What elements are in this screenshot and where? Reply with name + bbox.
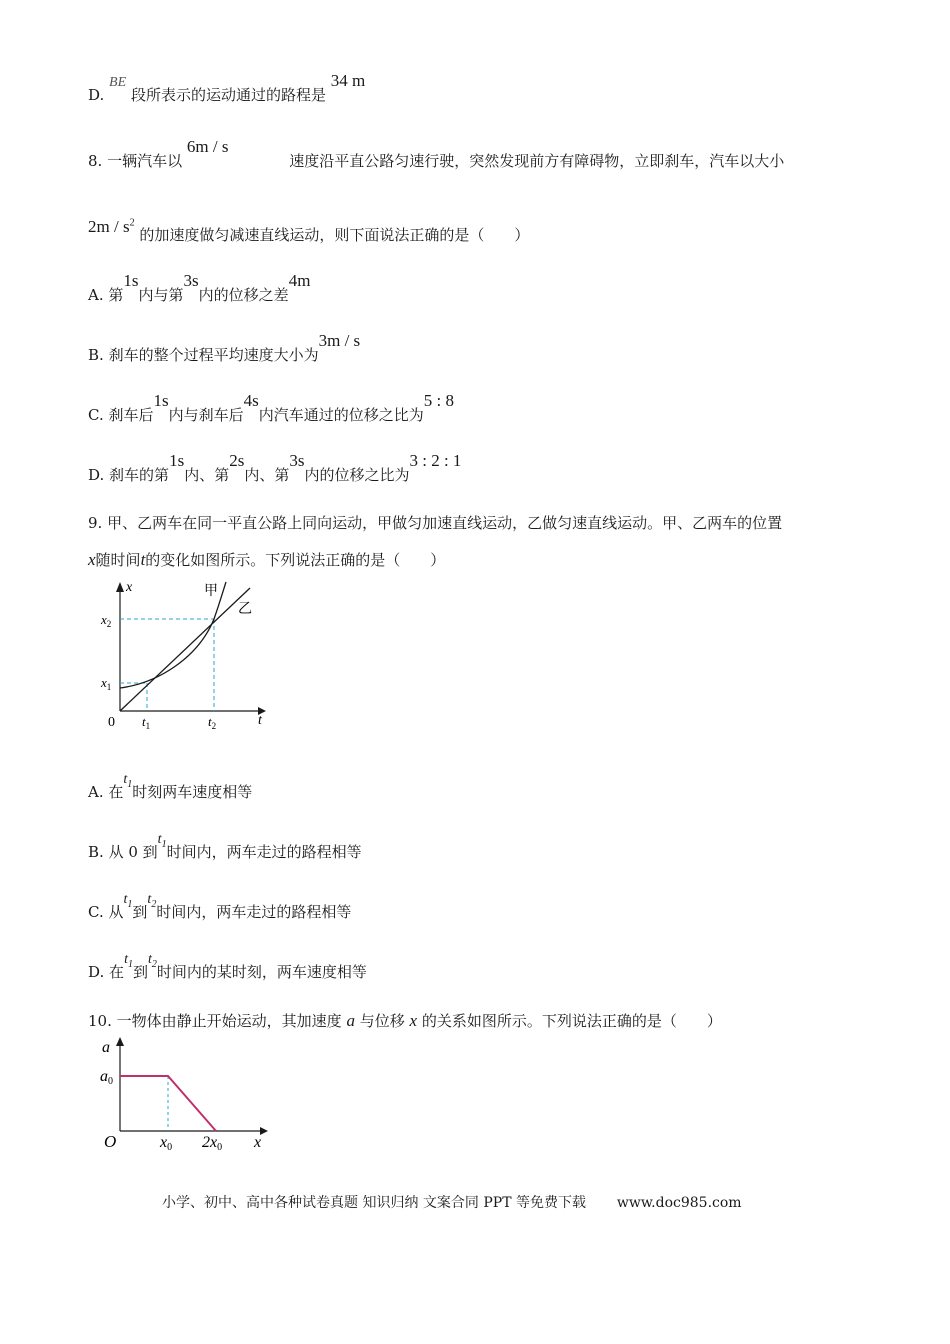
q10-stem: 10. 一物体由静止开始运动，其加速度 a 与位移 x 的关系如图所示。下列说法正确的是（ ）: [88, 1011, 722, 1030]
origin-label: 0: [108, 715, 115, 730]
a-axis-label: a: [102, 1039, 110, 1056]
yi-label: 乙: [238, 602, 252, 617]
q8-option-c: C. 刹车后1s内与刹车后4s内汽车通过的位移之比为5 : 8: [88, 391, 455, 424]
q8-option-d: D. 刹车的第1s内、第2s内、第3s内的位移之比为3 : 2 : 1: [88, 451, 462, 484]
footer-url[interactable]: www.doc985.com: [616, 1195, 742, 1211]
q7-option-d: D. BE 段所表示的运动通过的路程是 34 m: [88, 71, 366, 104]
segment-be: BE: [109, 75, 127, 90]
2x0-label: 2x0: [202, 1134, 223, 1153]
q9-option-a: A. 在$t_1$时刻两车速度相等: [88, 772, 253, 801]
q10-ax-graph: [98, 1034, 273, 1154]
page-footer: [162, 1192, 742, 1212]
x0-label: x0: [160, 1134, 173, 1153]
jia-label: 甲: [204, 584, 218, 599]
a-axis-arrow-icon: [116, 1037, 124, 1046]
x2-label: $x_2$: [101, 612, 112, 629]
q9-option-d: D. 在$t_1$到$t_2$时间内的某时刻，两车速度相等: [88, 952, 367, 981]
q8-option-a: A. 第1s内与第3s内的位移之差4m: [88, 271, 311, 304]
t1-label: $t_1$: [142, 714, 151, 731]
q9-xt-graph: [98, 578, 273, 733]
q9-option-b: B. 从 0 到$t_1$时间内，两车走过的路程相等: [88, 832, 362, 861]
origin-label: O: [104, 1132, 117, 1151]
x-axis-arrow-icon: [260, 1127, 268, 1135]
q9-stem-line1: 9. 甲、乙两车在同一平直公路上同向运动，甲做匀加速直线运动，乙做匀速直线运动。甲、乙两车的位置: [88, 514, 783, 532]
footer-text: 小学、初中、高中各种试卷真题 知识归纳 文案合同 PPT 等免费下载: [162, 1195, 586, 1211]
q8-option-b: B. 刹车的整个过程平均速度大小为3m / s: [88, 331, 361, 364]
x1-label: $x_1$: [101, 675, 112, 692]
line-yi: [120, 588, 250, 711]
q8-stem-line2: $2m / s^2$ 的加速度做匀减速直线运动，则下面说法正确的是（ ）: [88, 217, 530, 244]
q9-option-c: C. 从$t_1$到$t_2$时间内，两车走过的路程相等: [88, 892, 352, 921]
q9-stem-line2: x随时间t的变化如图所示。下列说法正确的是（ ）: [88, 550, 446, 569]
t2-label: $t_2$: [208, 714, 217, 731]
x-axis-label: x: [254, 1134, 262, 1151]
a0-label: a0: [100, 1068, 113, 1087]
x-axis-arrow-icon: [116, 582, 124, 592]
x-axis-label: x: [126, 580, 133, 595]
q8-stem-line1: 8. 一辆汽车以 6m / s 速度沿平直公路匀速行驶，突然发现前方有障碍物，立即刹车，汽车以大小: [88, 137, 785, 170]
t-axis-label: t: [258, 713, 262, 728]
